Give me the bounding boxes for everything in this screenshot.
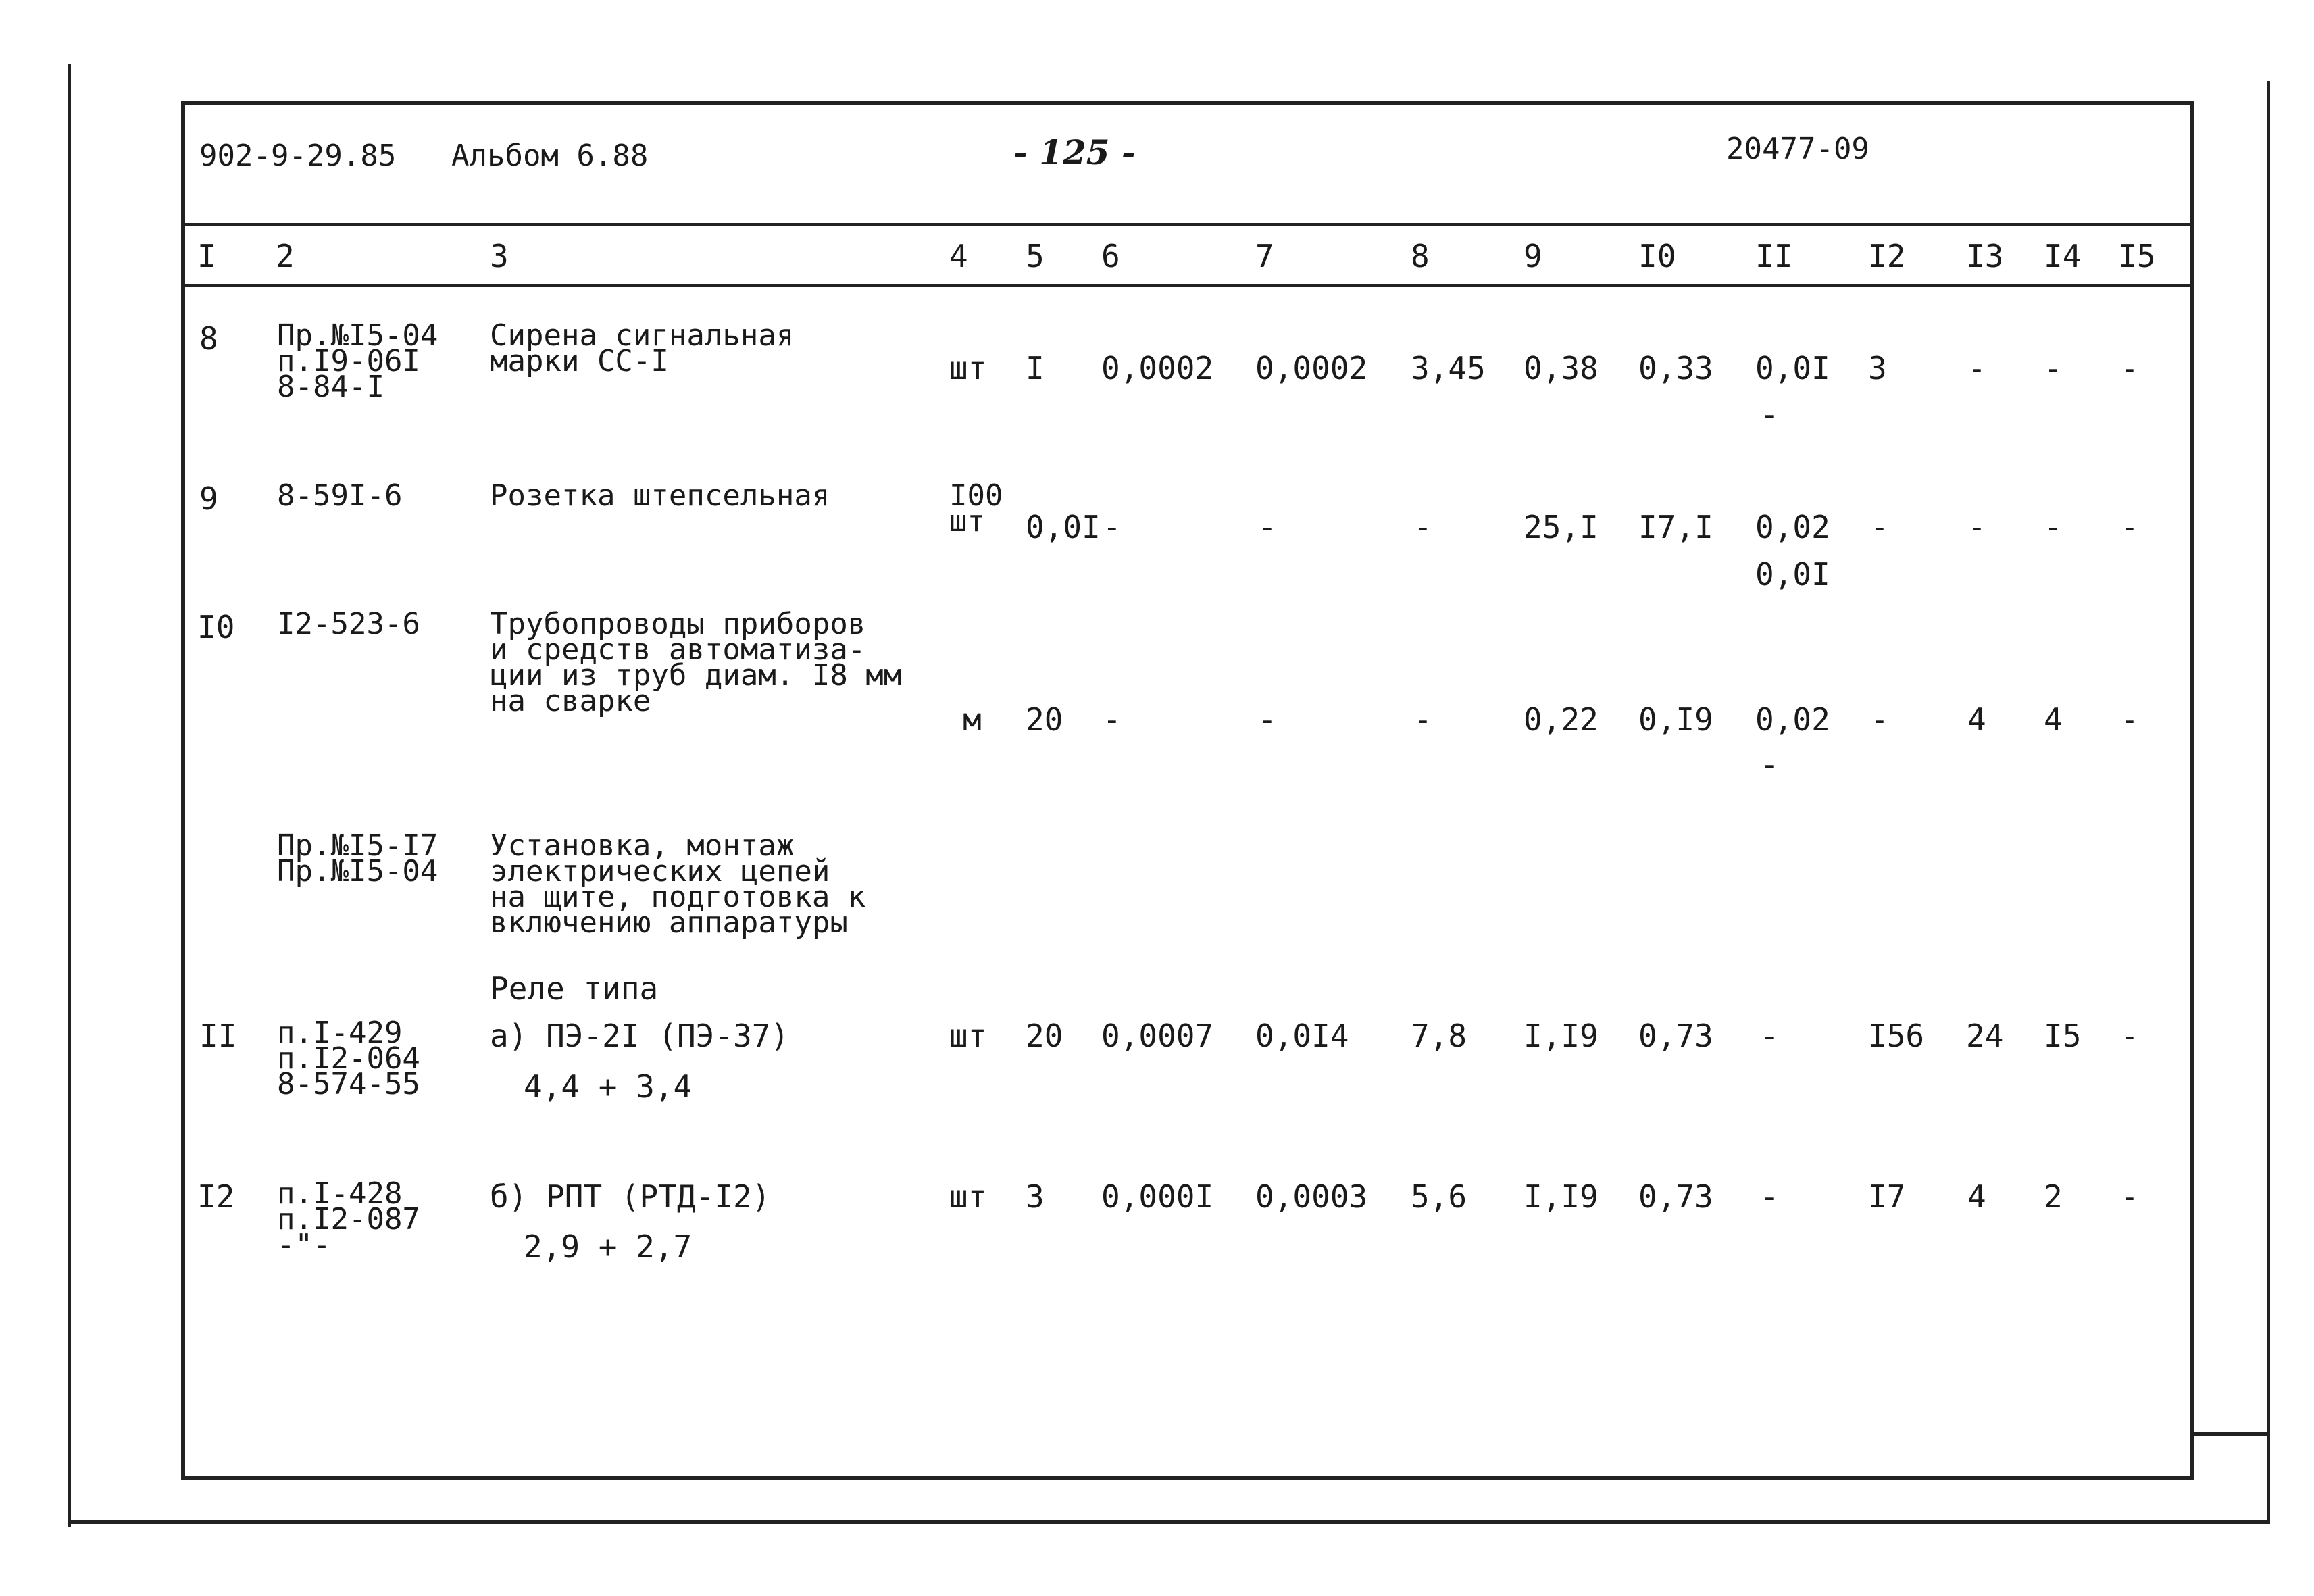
row-10-c11: 0,02 <box>1755 701 1830 738</box>
row-8-c14: - <box>2044 350 2063 386</box>
row-12-c5: 3 <box>1026 1178 1045 1215</box>
row-10-c15: - <box>2120 701 2139 738</box>
doc-number: 20477-09 <box>1726 132 1869 166</box>
col-header-10: I0 <box>1638 238 1676 274</box>
row-8-c15: - <box>2120 350 2139 386</box>
row-8-ref: Пр.№I5-04 п.I9-06I 8-84-I <box>277 318 438 404</box>
column-header-divider <box>181 284 2194 287</box>
col-header-4: 4 <box>949 238 968 274</box>
row-9-c8: - <box>1413 509 1432 545</box>
row-9-c11b: 0,0I <box>1755 556 1830 593</box>
row-8-unit: шт <box>949 350 987 386</box>
row-11-c7: 0,0I4 <box>1255 1018 1349 1054</box>
corner-stamp-box <box>2194 1432 2270 1524</box>
row-11-c5: 20 <box>1026 1018 1063 1054</box>
row-8-c13: - <box>1967 350 1986 386</box>
row-10-no: I0 <box>197 609 235 645</box>
row-12-desc: б) РПТ (РТД-I2) <box>490 1178 771 1215</box>
row-10-unit: м <box>963 701 982 738</box>
row-10-c7: - <box>1258 701 1277 738</box>
row-10-c5: 20 <box>1026 701 1063 738</box>
row-8-c5: I <box>1026 350 1045 386</box>
col-header-11: II <box>1755 238 1793 274</box>
row-12-c7: 0,0003 <box>1255 1178 1368 1215</box>
row-8-c10: 0,33 <box>1638 350 1713 386</box>
album-label: Альбом 6.88 <box>451 139 649 173</box>
col-header-1: I <box>197 238 216 274</box>
row-11-desc: а) ПЭ-2I (ПЭ-37) <box>490 1018 790 1054</box>
row-12-c6: 0,000I <box>1101 1178 1214 1215</box>
row-12-c10: 0,73 <box>1638 1178 1713 1215</box>
row-8-c12: 3 <box>1868 350 1887 386</box>
row-11-c14: I5 <box>2044 1018 2082 1054</box>
row-11-c6: 0,0007 <box>1101 1018 1214 1054</box>
col-header-14: I4 <box>2044 238 2082 274</box>
row-10-c9: 0,22 <box>1524 701 1599 738</box>
row-9-c14: - <box>2044 509 2063 545</box>
row-12-c12: I7 <box>1868 1178 1906 1215</box>
row-9-ref: 8-59I-6 <box>277 478 403 513</box>
col-header-6: 6 <box>1101 238 1120 274</box>
col-header-8: 8 <box>1411 238 1430 274</box>
row-11-c13: 24 <box>1966 1018 2004 1054</box>
row-11-c8: 7,8 <box>1411 1018 1467 1054</box>
row-12-c15: - <box>2120 1178 2139 1215</box>
header-divider <box>181 223 2194 226</box>
row-9-c12: - <box>1870 509 1889 545</box>
row-12-c13: 4 <box>1967 1178 1986 1215</box>
col-header-3: 3 <box>490 238 509 274</box>
row-11-no: II <box>199 1018 237 1054</box>
row-9-c9: 25,I <box>1524 509 1599 545</box>
row-12-c14: 2 <box>2044 1178 2063 1215</box>
outer-frame-bottom <box>68 1520 2270 1524</box>
row-11-c15: - <box>2120 1018 2139 1054</box>
row-12-c9: I,I9 <box>1524 1178 1599 1215</box>
col-header-12: I2 <box>1868 238 1906 274</box>
row-9-c11: 0,02 <box>1755 509 1830 545</box>
row-10-c13: 4 <box>1967 701 1986 738</box>
row-10-c6: - <box>1103 701 1122 738</box>
row-9-c10: I7,I <box>1638 509 1713 545</box>
row-11-c10: 0,73 <box>1638 1018 1713 1054</box>
row-10-c14: 4 <box>2044 701 2063 738</box>
row-8-c8: 3,45 <box>1411 350 1486 386</box>
row-11-c12: I56 <box>1868 1018 1925 1054</box>
row-10-c11b: - <box>1760 746 1779 782</box>
row-8-c11: 0,0I <box>1755 350 1830 386</box>
col-header-5: 5 <box>1026 238 1045 274</box>
row-12-no: I2 <box>197 1178 235 1215</box>
table-frame <box>181 101 2194 1480</box>
row-12-c8: 5,6 <box>1411 1178 1467 1215</box>
row-8-desc: Сирена сигнальная марки СС-I <box>490 318 795 378</box>
col-header-7: 7 <box>1255 238 1274 274</box>
col-header-2: 2 <box>276 238 295 274</box>
row-9-c13: - <box>1967 509 1986 545</box>
row-12-ref: п.I-428 п.I2-087 -"- <box>277 1176 420 1262</box>
outer-frame-right <box>2267 81 2270 1524</box>
row-12-unit: шт <box>949 1178 987 1215</box>
section-desc: Установка, монтаж электрических цепей на щите, подготовка к включению аппаратуры <box>490 828 866 940</box>
row-8-c9: 0,38 <box>1524 350 1599 386</box>
row-12-desc2: 2,9 + 2,7 <box>524 1228 693 1265</box>
row-8-c6: 0,0002 <box>1101 350 1214 386</box>
row-10-desc: Трубопроводы приборов и средств автоматиза- ции из труб диам. I8 мм на сварке <box>490 607 902 718</box>
row-9-no: 9 <box>199 480 218 517</box>
section-subtitle: Реле типа <box>490 970 659 1007</box>
outer-frame-left <box>68 64 71 1527</box>
row-11-c11: - <box>1760 1018 1779 1054</box>
row-8-c7: 0,0002 <box>1255 350 1368 386</box>
page-number: - 125 - <box>1013 132 1136 172</box>
col-header-13: I3 <box>1966 238 2004 274</box>
row-11-unit: шт <box>949 1018 987 1054</box>
row-10-ref: I2-523-6 <box>277 607 420 641</box>
row-8-c11b: - <box>1760 396 1779 432</box>
row-9-c6: - <box>1103 509 1122 545</box>
section-ref: Пр.№I5-I7 Пр.№I5-04 <box>277 828 438 889</box>
doc-code: 902-9-29.85 <box>199 139 397 173</box>
row-11-desc2: 4,4 + 3,4 <box>524 1068 693 1105</box>
row-9-c15: - <box>2120 509 2139 545</box>
row-8-no: 8 <box>199 320 218 357</box>
col-header-15: I5 <box>2118 238 2156 274</box>
row-10-c12: - <box>1870 701 1889 738</box>
col-header-9: 9 <box>1524 238 1542 274</box>
row-11-ref: п.I-429 п.I2-064 8-574-55 <box>277 1016 420 1101</box>
row-12-c11: - <box>1760 1178 1779 1215</box>
row-9-c7: - <box>1258 509 1277 545</box>
row-11-c9: I,I9 <box>1524 1018 1599 1054</box>
row-9-unit: I00 шт <box>949 478 1003 539</box>
row-9-desc: Розетка штепсельная <box>490 478 830 513</box>
row-9-c5: 0,0I <box>1026 509 1101 545</box>
row-10-c10: 0,I9 <box>1638 701 1713 738</box>
row-10-c8: - <box>1413 701 1432 738</box>
